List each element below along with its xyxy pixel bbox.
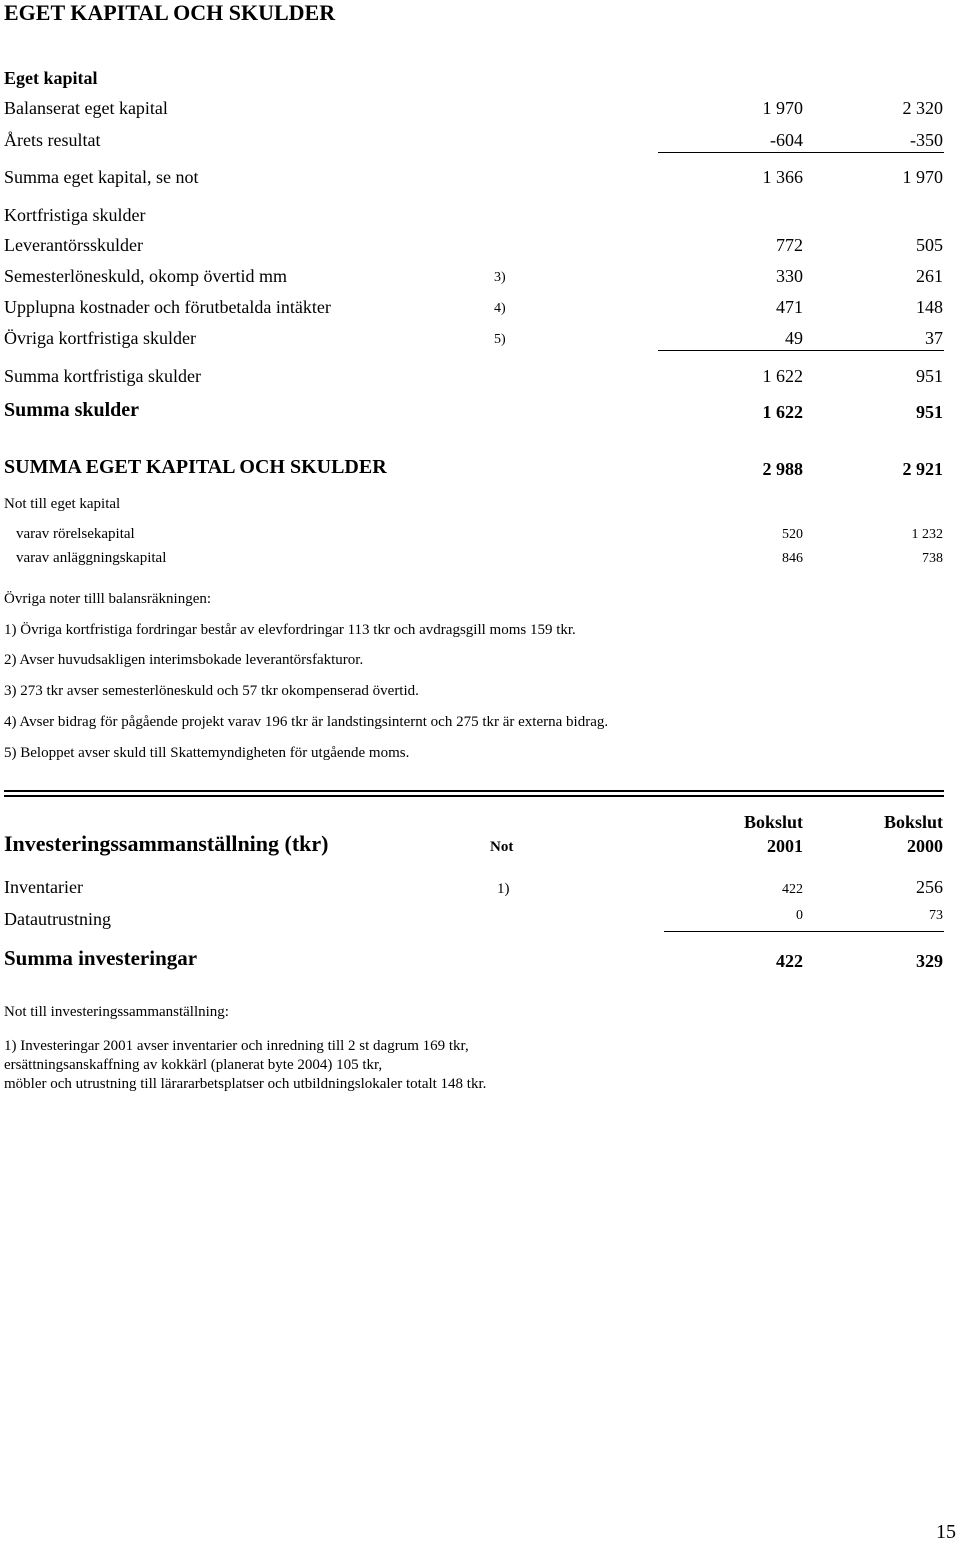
sum-rule bbox=[664, 931, 944, 932]
balance-note: 4) Avser bidrag för pågående projekt varav 196 tkr är landstingsinternt och 275 tkr är externa bidrag. bbox=[4, 714, 609, 730]
investment-note-heading: Not till investeringssammanställning: bbox=[4, 1004, 229, 1020]
value-2000: 738 bbox=[922, 551, 943, 566]
note-ref: 5) bbox=[494, 332, 506, 347]
note-ref: 3) bbox=[494, 270, 506, 285]
note-ref: 4) bbox=[494, 301, 506, 316]
row-label: Balanserat eget kapital bbox=[4, 98, 168, 118]
row-label: Summa kortfristiga skulder bbox=[4, 366, 201, 386]
sum-rule bbox=[658, 152, 944, 153]
value-2001: 846 bbox=[782, 551, 803, 566]
page-title: EGET KAPITAL OCH SKULDER bbox=[4, 0, 336, 25]
col-2001-header-top: Bokslut bbox=[743, 812, 803, 832]
value-2000: -350 bbox=[910, 130, 943, 150]
value-2000: 2 320 bbox=[902, 98, 943, 118]
row-label: varav rörelsekapital bbox=[16, 526, 135, 542]
investment-note-line: ersättningsanskaffning av kokkärl (planerat byte 2004) 105 tkr, bbox=[4, 1057, 383, 1073]
row-label: Datautrustning bbox=[4, 909, 111, 929]
value-2000: 951 bbox=[916, 366, 943, 386]
double-rule-top bbox=[4, 790, 944, 792]
note-ref: 1) bbox=[497, 881, 510, 897]
balance-note: 1) Övriga kortfristiga fordringar består av elevfordringar 113 tkr och avdragsgill moms 159 tkr. bbox=[4, 622, 576, 638]
row-label: Summa skulder bbox=[4, 399, 140, 421]
value-2001: 1 622 bbox=[762, 402, 803, 422]
value-2001: 1 622 bbox=[762, 366, 803, 386]
value-2001: 330 bbox=[776, 266, 803, 286]
investment-title: Investeringssammanställning (tkr) bbox=[4, 831, 329, 856]
row-label: Inventarier bbox=[4, 877, 83, 897]
row-label: varav anläggningskapital bbox=[16, 550, 167, 566]
row-label: Semesterlöneskuld, okomp övertid mm bbox=[4, 266, 287, 286]
col-2001-header-year: 2001 bbox=[767, 836, 803, 856]
balance-note: 3) 273 tkr avser semesterlöneskuld och 57 tkr okompenserad övertid. bbox=[4, 683, 419, 699]
value-2001: 471 bbox=[776, 297, 803, 317]
page-number: 15 bbox=[936, 1521, 956, 1543]
row-label: Upplupna kostnader och förutbetalda intäkter bbox=[4, 297, 331, 317]
value-2001: 520 bbox=[782, 527, 803, 542]
value-2000: 256 bbox=[916, 877, 943, 897]
value-2000: 261 bbox=[916, 266, 943, 286]
value-2000: 1 232 bbox=[911, 527, 943, 542]
value-2001: 1 970 bbox=[762, 98, 803, 118]
value-2001: 1 366 bbox=[762, 167, 803, 187]
sum-rule bbox=[658, 350, 944, 351]
row-label: Leverantörsskulder bbox=[4, 235, 143, 255]
double-rule-bottom bbox=[4, 795, 944, 797]
balance-notes-heading: Övriga noter tilll balansräkningen: bbox=[4, 591, 212, 607]
value-2000: 73 bbox=[929, 908, 943, 923]
short-debt-heading: Kortfristiga skulder bbox=[4, 205, 146, 225]
investment-note-line: möbler och utrustning till lärararbetsplatser och utbildningslokaler totalt 148 tkr. bbox=[4, 1076, 487, 1092]
value-2001: 0 bbox=[796, 908, 803, 923]
col-2000-header-top: Bokslut bbox=[883, 812, 943, 832]
value-2001: -604 bbox=[770, 130, 803, 150]
equity-heading: Eget kapital bbox=[4, 68, 98, 88]
value-2001: 422 bbox=[776, 951, 803, 971]
value-2000: 951 bbox=[916, 402, 943, 422]
value-2001: 772 bbox=[776, 235, 803, 255]
value-2000: 505 bbox=[916, 235, 943, 255]
row-label: SUMMA EGET KAPITAL OCH SKULDER bbox=[4, 456, 387, 478]
value-2000: 37 bbox=[925, 328, 943, 348]
value-2000: 329 bbox=[916, 951, 943, 971]
col-2000-header-year: 2000 bbox=[907, 836, 943, 856]
value-2001: 49 bbox=[785, 328, 803, 348]
value-2000: 2 921 bbox=[902, 459, 943, 479]
row-label: Summa eget kapital, se not bbox=[4, 167, 199, 187]
balance-note: 5) Beloppet avser skuld till Skattemyndigheten för utgående moms. bbox=[4, 745, 410, 761]
balance-note: 2) Avser huvudsakligen interimsbokade leverantörsfakturor. bbox=[4, 652, 364, 668]
note-column-header: Not bbox=[490, 839, 514, 855]
value-2000: 148 bbox=[916, 297, 943, 317]
equity-note-heading: Not till eget kapital bbox=[4, 496, 121, 512]
investment-note-line: 1) Investeringar 2001 avser inventarier och inredning till 2 st dagrum 169 tkr, bbox=[4, 1038, 469, 1054]
value-2000: 1 970 bbox=[902, 167, 943, 187]
value-2001: 422 bbox=[782, 882, 803, 897]
row-label: Årets resultat bbox=[4, 130, 101, 150]
row-label: Summa investeringar bbox=[4, 946, 198, 970]
row-label: Övriga kortfristiga skulder bbox=[4, 328, 196, 348]
value-2001: 2 988 bbox=[762, 459, 803, 479]
